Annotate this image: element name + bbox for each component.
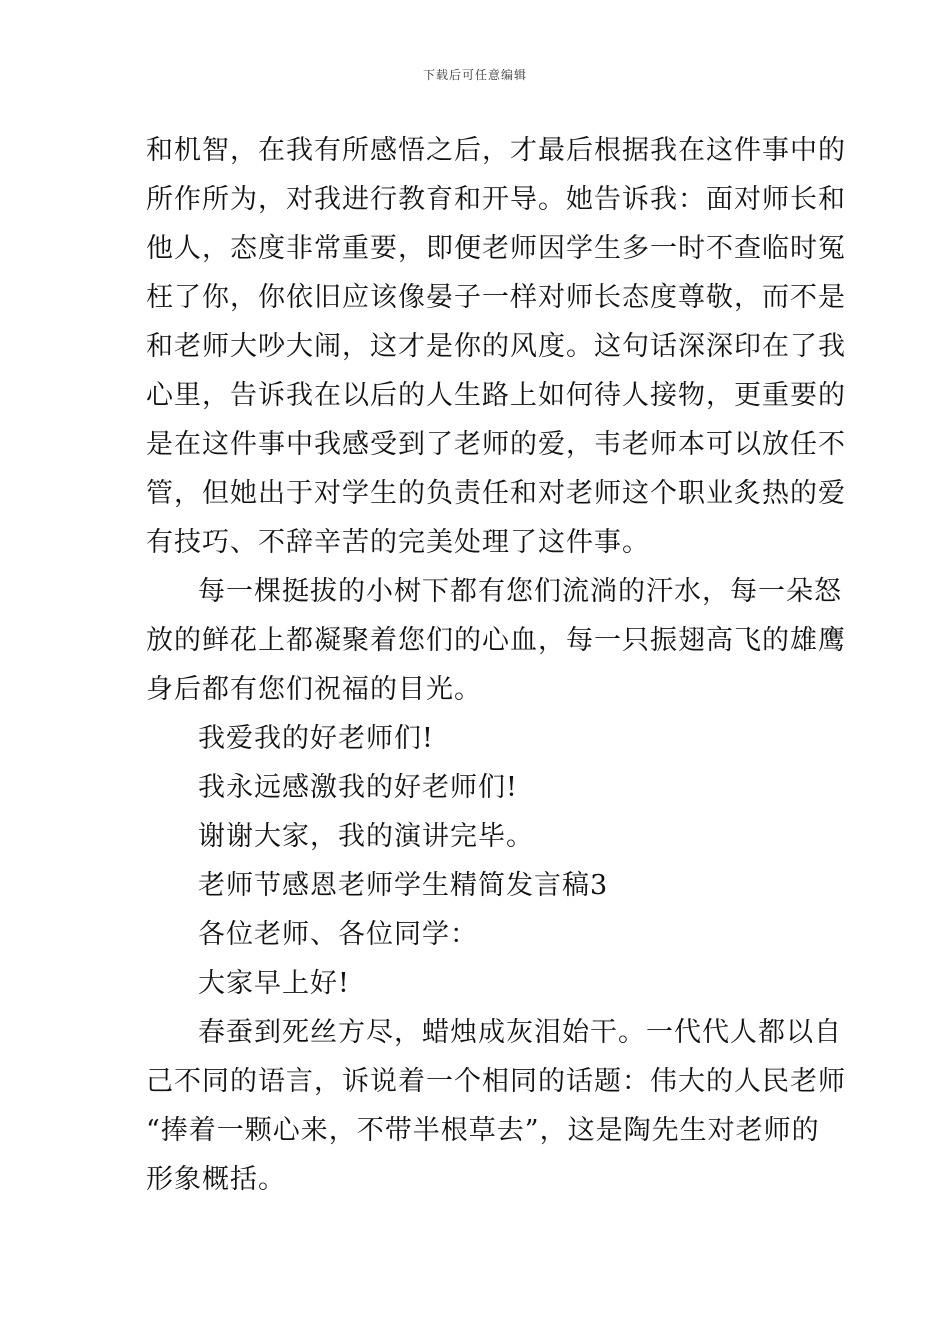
section-title: 老师节感恩老师学生精简发言稿3 [198,870,609,901]
text-line: 每一棵挺拔的小树下都有您们流淌的汗水，每一朵怒 [198,576,842,607]
salutation: 各位老师、各位同学： [198,919,478,950]
text-line: 身后都有您们祝福的目光。 [146,674,482,705]
text-line: 形象概括。 [146,1164,286,1195]
text-line: 己不同的语言，诉说着一个相同的话题：伟大的人民老师 [146,1066,846,1097]
body-text [146,126,846,1204]
text-line: 有技巧、不辞辛苦的完美处理了这件事。 [146,527,650,558]
text-line: 和老师大吵大闹，这才是你的风度。这句话深深印在了我 [146,331,846,362]
text-line: 我爱我的好老师们! [198,723,434,754]
page-header: 下载后可任意编辑 [422,68,527,82]
text-line: 和机智，在我有所感悟之后，才最后根据我在这件事中的 [146,135,846,166]
text-line: “捧着一颗心来，不带半根草去”，这是陶先生对老师的 [146,1115,820,1146]
text-line: 枉了你，你依旧应该像晏子一样对师长态度尊敬，而不是 [146,282,846,313]
text-line: 放的鲜花上都凝聚着您们的心血，每一只振翅高飞的雄鹰 [146,625,846,656]
text-line: 我永远感激我的好老师们! [198,772,518,803]
greeting: 大家早上好! [198,968,350,999]
text-line: 春蚕到死丝方尽，蜡烛成灰泪始干。一代代人都以自 [198,1017,842,1048]
text-line: 所作所为，对我进行教育和开导。她告诉我：面对师长和 [146,184,846,215]
text-line: 是在这件事中我感受到了老师的爱，韦老师本可以放任不 [146,429,846,460]
text-line: 管，但她出于对学生的负责任和对老师这个职业炙热的爱 [146,478,846,509]
text-line: 谢谢大家，我的演讲完毕。 [198,821,534,852]
text-line: 他人，态度非常重要，即便老师因学生多一时不查临时冤 [146,233,846,264]
text-line: 心里，告诉我在以后的人生路上如何待人接物，更重要的 [146,380,846,411]
